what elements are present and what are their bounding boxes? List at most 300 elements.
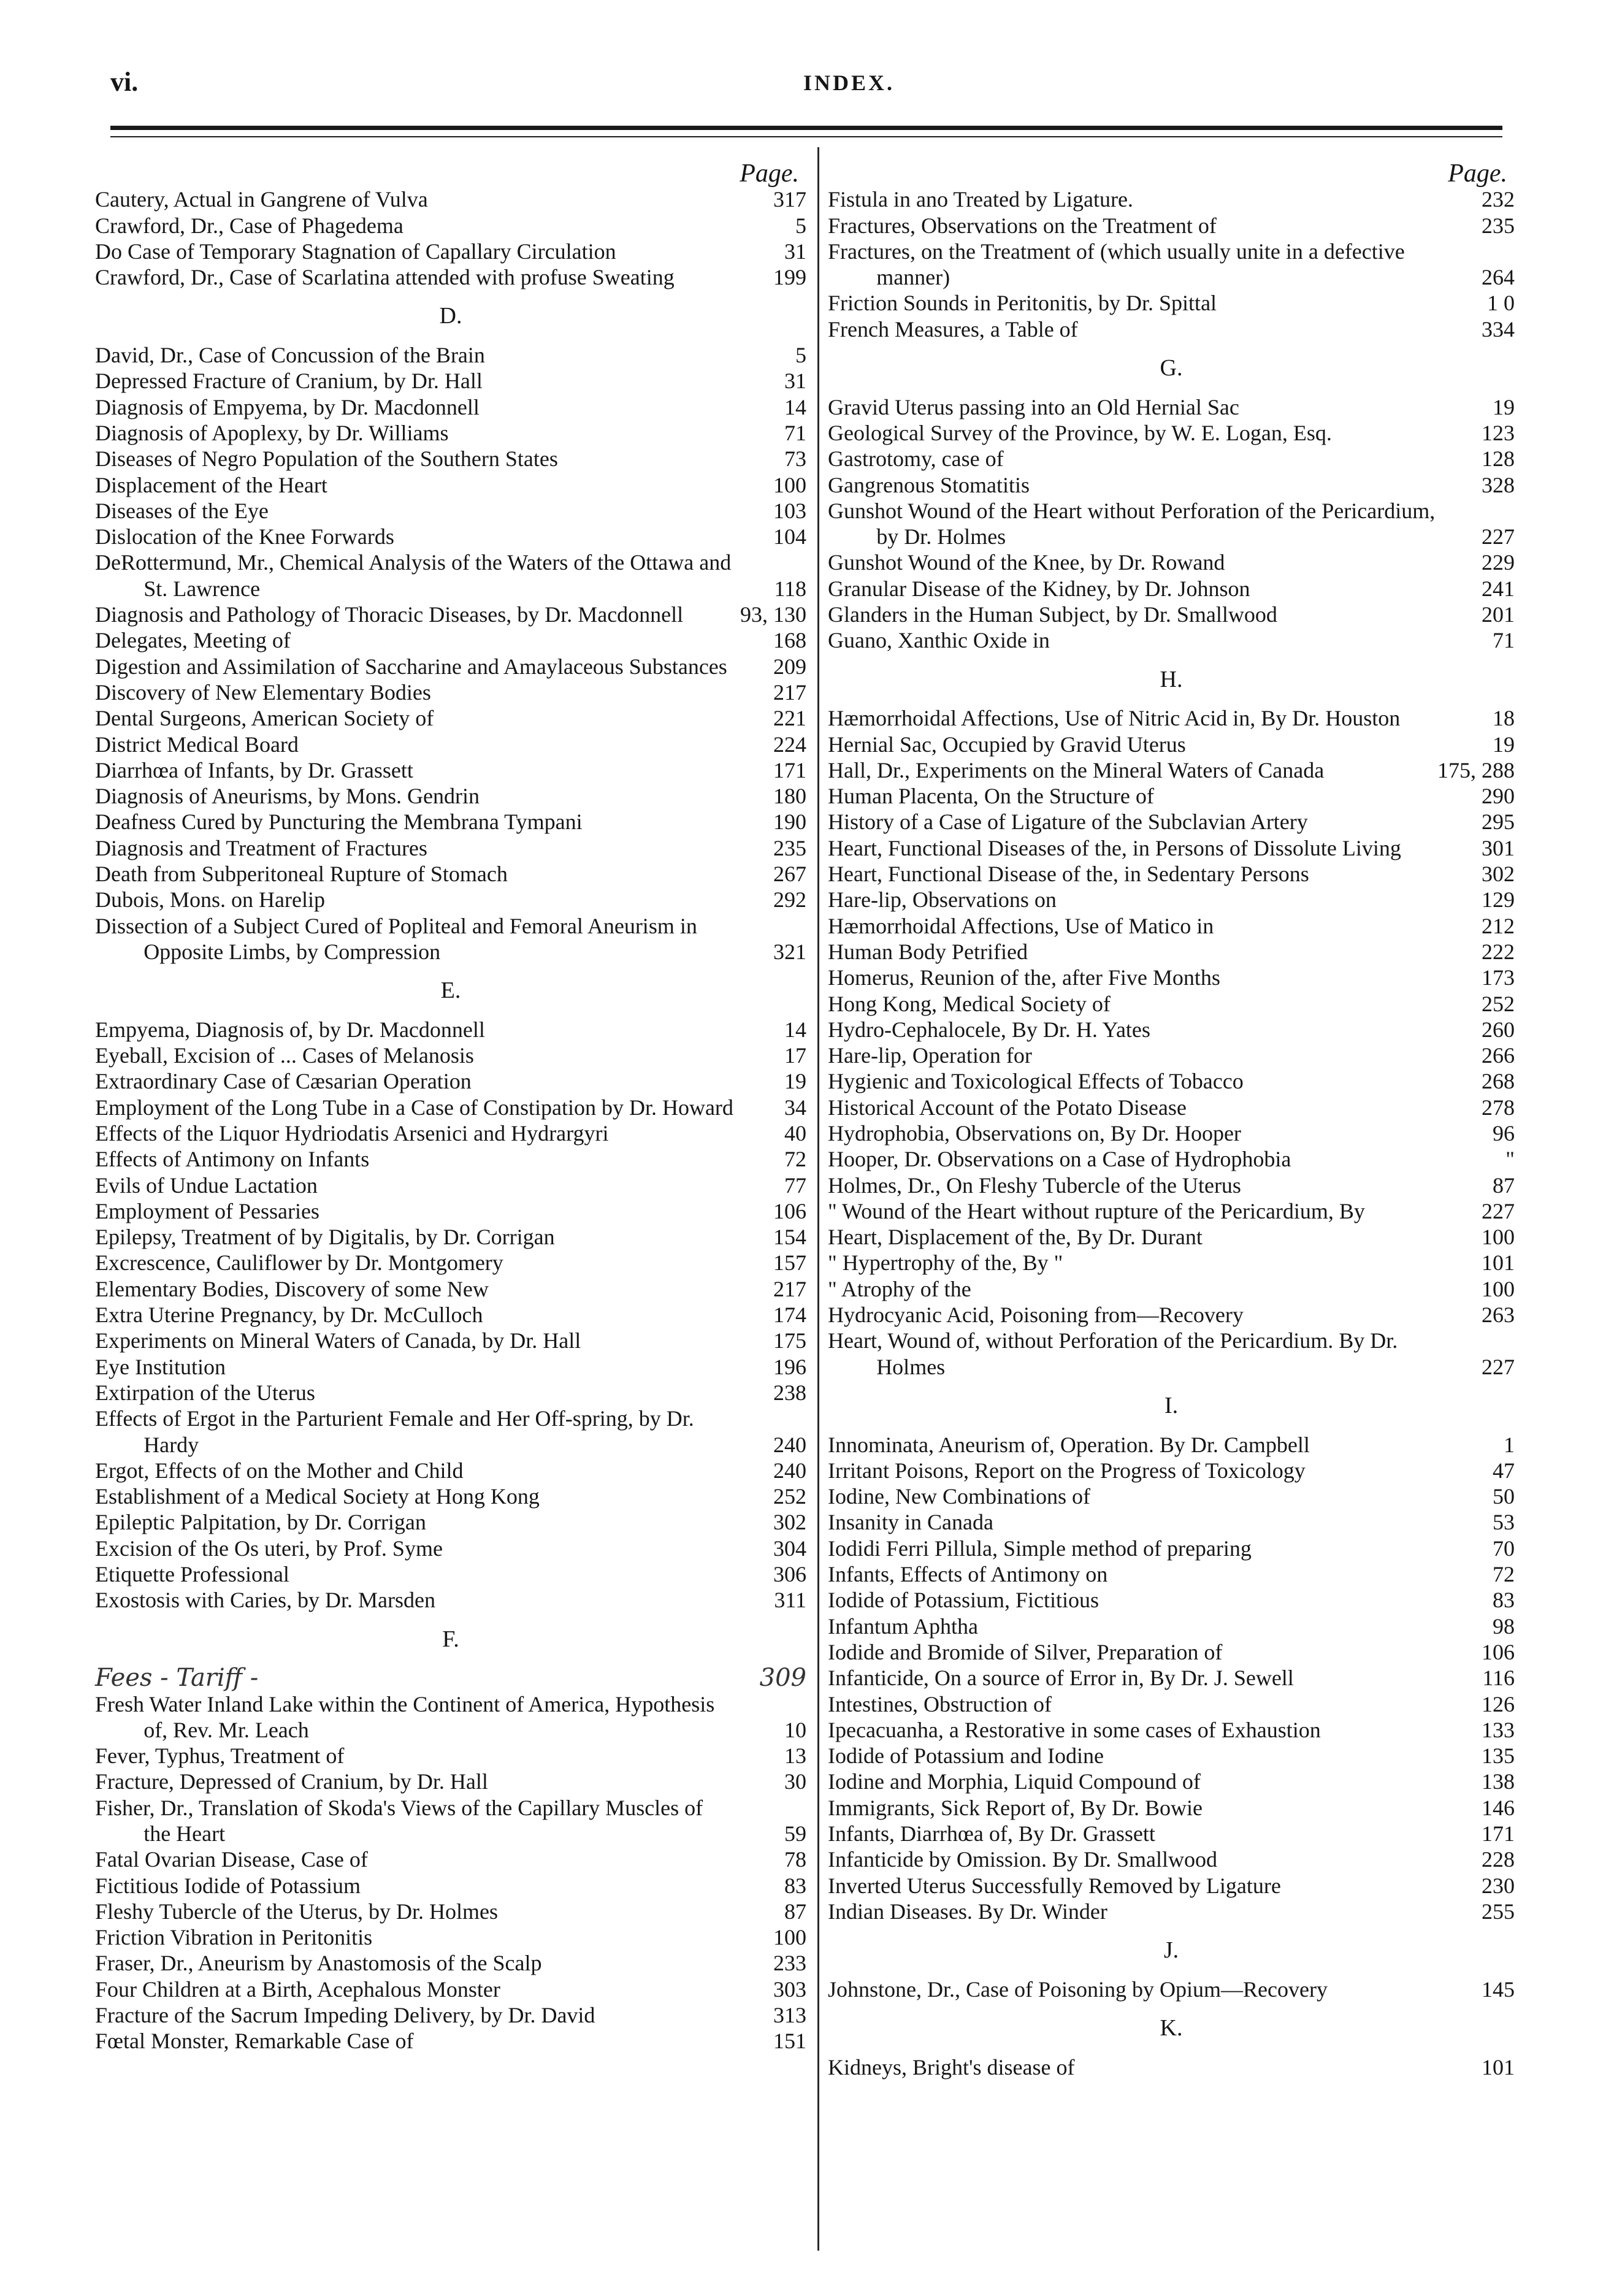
entry-page-number: 227 (1482, 524, 1515, 549)
entry-title: Effects of Antimony on Infants (95, 1147, 370, 1172)
index-entry (828, 1146, 1515, 1172)
entry-page-number: 317 (773, 187, 806, 212)
entry-title: DeRottermund, Mr., Chemical Analysis of the Waters of the Ottawa and St. Lawrence (95, 550, 732, 601)
entry-title: Deafness Cured by Puncturing the Membrana Tympani (95, 809, 583, 835)
entry-page-number: 59 (784, 1821, 806, 1846)
entry-title: Iodine and Morphia, Liquid Compound of (828, 1769, 1201, 1794)
index-entry (828, 783, 1515, 809)
entry-page-number: 106 (773, 1198, 806, 1223)
entry-title: Epileptic Palpitation, by Dr. Corrigan (95, 1510, 426, 1535)
entry-page-number: 290 (1482, 784, 1515, 809)
section-letter: H. (1160, 666, 1183, 692)
index-entry (95, 1224, 806, 1250)
entry-title: Extraordinary Case of Cæsarian Operation (95, 1069, 472, 1094)
entry-page-number: 19 (1493, 394, 1515, 419)
entry-title: Gunshot Wound of the Heart without Perforation of the Pericardium, by Dr. Holmes (828, 498, 1436, 549)
entry-title: Ergot, Effects of on the Mother and Child (95, 1458, 464, 1483)
entry-title: Diagnosis and Pathology of Thoracic Diseases, by Dr. Macdonnell (95, 602, 684, 627)
entry-page-number: 96 (1493, 1120, 1515, 1146)
entry-title: Intestines, Obstruction of (828, 1691, 1052, 1716)
entry-page-number: 302 (773, 1510, 806, 1535)
entry-page-number: 240 (773, 1458, 806, 1483)
index-entry (95, 264, 806, 290)
index-entry (95, 239, 806, 264)
index-entry (95, 1950, 806, 1976)
entry-page-number: 47 (1493, 1458, 1515, 1483)
entry-page-number: 123 (1482, 420, 1515, 445)
entry-title: Exostosis with Caries, by Dr. Marsden (95, 1588, 435, 1613)
entry-title: Iodide and Bromide of Silver, Preparation of (828, 1639, 1223, 1664)
index-entry (828, 420, 1515, 446)
index-entry (95, 1017, 806, 1043)
entry-title: Irritant Poisons, Report on the Progress of Toxicology (828, 1458, 1306, 1483)
index-entry (95, 1095, 806, 1120)
page-column-label: Page. (740, 159, 799, 188)
entry-page-number: 129 (1482, 887, 1515, 913)
index-entry (95, 472, 806, 498)
entry-title: Diarrhœa of Infants, by Dr. Grassett (95, 757, 413, 783)
index-entry (95, 1536, 806, 1561)
index-entry (828, 1846, 1515, 1872)
entry-page-number: 14 (784, 1017, 806, 1042)
index-entry (95, 1406, 806, 1458)
entry-title: Eyeball, Excision of ... Cases of Melanosis (95, 1043, 474, 1068)
index-entry (828, 394, 1515, 420)
entry-page-number: 77 (784, 1173, 806, 1198)
entry-page-number: 18 (1493, 706, 1515, 731)
index-entry (95, 186, 806, 212)
entry-page-number: 31 (784, 369, 806, 394)
entry-page-number: 98 (1493, 1613, 1515, 1639)
index-entry (828, 732, 1515, 757)
entry-title: Hernial Sac, Occupied by Gravid Uterus (828, 732, 1186, 757)
entry-title: Excrescence, Cauliflower by Dr. Montgomery (95, 1250, 503, 1276)
entry-page-number: 126 (1482, 1691, 1515, 1716)
index-entry (828, 939, 1515, 965)
entry-title: Crawford, Dr., Case of Scarlatina attended with profuse Sweating (95, 265, 675, 290)
index-entry (95, 1561, 806, 1587)
entry-title: Infants, Diarrhœa of, By Dr. Grassett (828, 1821, 1155, 1846)
entry-title: Heart, Wound of, without Perforation of the Pericardium. By Dr. Holmes (828, 1328, 1398, 1379)
index-entry (95, 1769, 806, 1794)
entry-title: Heart, Functional Diseases of the, in Persons of Dissolute Living (828, 835, 1401, 860)
entry-page-number: 217 (773, 1276, 806, 1301)
entry-title: Heart, Functional Disease of the, in Sedentary Persons (828, 862, 1309, 887)
index-entry (95, 1198, 806, 1224)
entry-title: Hydrocyanic Acid, Poisoning from—Recovery (828, 1303, 1244, 1328)
index-entry (828, 1276, 1515, 1302)
handwritten-note: Fees - Tariff - (95, 1664, 259, 1693)
entry-title: Heart, Displacement of the, By Dr. Durant (828, 1225, 1203, 1250)
entry-title: Ipecacuanha, a Restorative in some cases of Exhaustion (828, 1717, 1321, 1742)
entry-page-number: 146 (1482, 1795, 1515, 1820)
index-entry (95, 1976, 806, 2002)
header-rule-thick (110, 126, 1502, 130)
entry-title: Fracture, Depressed of Cranium, by Dr. Hall (95, 1769, 488, 1794)
index-entry (95, 1483, 806, 1509)
entry-page-number: 233 (773, 1951, 806, 1976)
index-entry (828, 1043, 1515, 1068)
entry-title: Fraser, Dr., Aneurism by Anastomosis of the Scalp (95, 1951, 542, 1976)
entry-page-number: 1 (1504, 1432, 1515, 1457)
index-entry (95, 368, 806, 394)
entry-page-number: " (1505, 1147, 1515, 1172)
entry-page-number: 309 (759, 1664, 806, 1693)
index-entry (828, 1458, 1515, 1483)
index-entry (828, 1769, 1515, 1794)
entry-page-number: 71 (1493, 628, 1515, 653)
index-entry (828, 2054, 1515, 2080)
entry-page-number: 50 (1493, 1484, 1515, 1509)
entry-page-number: 31 (784, 239, 806, 264)
entry-title: Discovery of New Elementary Bodies (95, 679, 431, 705)
index-entry (95, 1587, 806, 1613)
index-entry (95, 757, 806, 783)
entry-title: Fresh Water Inland Lake within the Continent of America, Hypothesis of, Rev. Mr. Leach (95, 1691, 715, 1742)
entry-title: Evils of Undue Lactation (95, 1173, 318, 1198)
index-entry (828, 1250, 1515, 1276)
entry-page-number: 53 (1493, 1510, 1515, 1535)
entry-page-number: 70 (1493, 1536, 1515, 1561)
index-entry (828, 757, 1515, 783)
entry-page-number: 175, 288 (1437, 757, 1515, 783)
entry-title: Infantum Aphtha (828, 1613, 978, 1639)
index-entry (828, 1691, 1515, 1717)
entry-title: Indian Diseases. By Dr. Winder (828, 1899, 1107, 1924)
entry-page-number: 306 (773, 1562, 806, 1587)
entry-page-number: 311 (774, 1588, 806, 1613)
index-entry (828, 186, 1515, 212)
index-entry (95, 602, 806, 627)
entry-page-number: 138 (1482, 1769, 1515, 1794)
entry-page-number: 1 0 (1487, 291, 1515, 316)
entry-title: Human Body Petrified (828, 939, 1028, 964)
index-entry (828, 1068, 1515, 1094)
entry-page-number: 100 (1482, 1276, 1515, 1301)
index-entry (95, 887, 806, 913)
entry-page-number: 71 (784, 420, 806, 445)
entry-page-number: 157 (773, 1250, 806, 1276)
section-letter: F. (442, 1626, 459, 1652)
entry-page-number: 224 (773, 732, 806, 757)
index-entry (95, 342, 806, 368)
entry-page-number: 73 (784, 446, 806, 472)
entry-page-number: 128 (1482, 446, 1515, 472)
entry-page-number: 10 (784, 1717, 806, 1742)
index-entry (95, 2028, 806, 2054)
right-column (828, 161, 1515, 2080)
index-entry (95, 2002, 806, 2028)
entry-title: Hare-lip, Observations on (828, 887, 1057, 913)
entry-page-number: 235 (773, 835, 806, 860)
header-rule-thin (110, 136, 1502, 137)
index-entry (95, 1276, 806, 1302)
index-entry (828, 965, 1515, 990)
entry-title: Innominata, Aneurism of, Operation. By Dr. Campbell (828, 1432, 1310, 1457)
entry-title: Iodidi Ferri Pillula, Simple method of preparing (828, 1536, 1252, 1561)
entry-page-number: 313 (773, 2003, 806, 2028)
index-entry (828, 1976, 1515, 2002)
entry-title: Diseases of Negro Population of the Southern States (95, 446, 558, 472)
page-header (0, 66, 1614, 103)
entry-page-number: 171 (773, 757, 806, 783)
index-entry (95, 1665, 806, 1691)
index-entry (828, 809, 1515, 835)
entry-page-number: 72 (1493, 1562, 1515, 1587)
index-entry (95, 1354, 806, 1380)
entry-page-number: 255 (1482, 1899, 1515, 1924)
page-column-label: Page. (1448, 159, 1507, 188)
entry-page-number: 303 (773, 1976, 806, 2002)
entry-title: History of a Case of Ligature of the Subclavian Artery (828, 809, 1308, 835)
entry-page-number: 168 (773, 628, 806, 653)
entry-title: Cautery, Actual in Gangrene of Vulva (95, 187, 428, 212)
running-head: INDEX. (803, 71, 895, 95)
index-entry (828, 1173, 1515, 1198)
entry-title: Glanders in the Human Subject, by Dr. Smallwood (828, 602, 1277, 627)
entry-title: Employment of Pessaries (95, 1198, 319, 1223)
index-entry (828, 887, 1515, 913)
entry-title: Death from Subperitoneal Rupture of Stomach (95, 862, 508, 887)
index-entry (828, 239, 1515, 291)
entry-title: Hooper, Dr. Observations on a Case of Hydrophobia (828, 1147, 1291, 1172)
entry-title: Kidneys, Bright's disease of (828, 2054, 1075, 2080)
index-entry (95, 1691, 806, 1743)
index-entry (828, 1795, 1515, 1821)
index-entry (828, 835, 1515, 861)
index-entry (95, 524, 806, 549)
entry-page-number: 190 (773, 809, 806, 835)
index-entry (95, 1120, 806, 1146)
entry-title: Infants, Effects of Antimony on (828, 1562, 1108, 1587)
entry-title: Establishment of a Medical Society at Hong Kong (95, 1484, 540, 1509)
index-entry (95, 1068, 806, 1094)
entry-title: Gunshot Wound of the Knee, by Dr. Rowand (828, 550, 1225, 575)
entry-title: Fractures, Observations on the Treatment of (828, 213, 1217, 238)
index-entry (828, 1120, 1515, 1146)
entry-title: Displacement of the Heart (95, 472, 327, 497)
index-entry (95, 420, 806, 446)
index-entry (95, 446, 806, 472)
index-entry (95, 1146, 806, 1172)
entry-title: Human Placenta, On the Structure of (828, 784, 1154, 809)
entry-page-number: 72 (784, 1147, 806, 1172)
entry-page-number: 264 (1482, 265, 1515, 290)
index-entry (828, 861, 1515, 887)
entry-title: Immigrants, Sick Report of, By Dr. Bowie (828, 1795, 1203, 1820)
entry-page-number: 19 (1493, 732, 1515, 757)
index-entry (95, 1458, 806, 1483)
index-entry (95, 1302, 806, 1328)
entry-page-number: 180 (773, 784, 806, 809)
entry-title: Gangrenous Stomatitis (828, 472, 1030, 497)
index-entry (95, 732, 806, 757)
index-entry (828, 1899, 1515, 1924)
index-entry (828, 1509, 1515, 1535)
entry-title: Guano, Xanthic Oxide in (828, 628, 1050, 653)
entry-page-number: 100 (773, 472, 806, 497)
entry-page-number: 100 (773, 1925, 806, 1950)
index-entry (828, 1665, 1515, 1691)
index-entry (828, 1821, 1515, 1846)
left-column (95, 161, 806, 2054)
entry-page-number: 252 (1482, 991, 1515, 1016)
entry-title: Diseases of the Eye (95, 498, 269, 523)
entry-title: Digestion and Assimilation of Saccharine and Amaylaceous Substances (95, 654, 727, 679)
entry-title: Fœtal Monster, Remarkable Case of (95, 2029, 414, 2054)
entry-title: Diagnosis of Aneurisms, by Mons. Gendrin (95, 784, 480, 809)
entry-title: Infanticide, On a source of Error in, By Dr. J. Sewell (828, 1666, 1294, 1691)
entry-title: Hydro-Cephalocele, By Dr. H. Yates (828, 1017, 1150, 1042)
index-entry (828, 1587, 1515, 1613)
index-entry (828, 213, 1515, 239)
index-entry (828, 549, 1515, 575)
entry-title: Dislocation of the Knee Forwards (95, 524, 394, 549)
index-entry (95, 1250, 806, 1276)
index-entry (95, 394, 806, 420)
entry-title: Elementary Bodies, Discovery of some New (95, 1276, 489, 1301)
entry-title: Extra Uterine Pregnancy, by Dr. McCulloch (95, 1303, 483, 1328)
entry-title: Delegates, Meeting of (95, 628, 291, 653)
entry-title: Fever, Typhus, Treatment of (95, 1743, 345, 1769)
index-entry (828, 1095, 1515, 1120)
entry-page-number: 252 (773, 1484, 806, 1509)
entry-title: Holmes, Dr., On Fleshy Tubercle of the Uterus (828, 1173, 1241, 1198)
entry-page-number: 118 (774, 576, 806, 601)
index-entry (95, 213, 806, 239)
entry-page-number: 103 (773, 498, 806, 523)
entry-page-number: 217 (773, 679, 806, 705)
entry-page-number: 228 (1482, 1847, 1515, 1872)
entry-title: Inverted Uterus Successfully Removed by Ligature (828, 1873, 1281, 1898)
index-entry (828, 1302, 1515, 1328)
entry-page-number: 5 (795, 213, 806, 238)
entry-page-number: 209 (773, 654, 806, 679)
entry-page-number: 321 (773, 939, 806, 964)
entry-title: Iodine, New Combinations of (828, 1484, 1090, 1509)
entry-page-number: 151 (773, 2029, 806, 2054)
index-entry (95, 549, 806, 602)
entry-page-number: 101 (1482, 1250, 1515, 1276)
entry-title: Employment of the Long Tube in a Case of Constipation by Dr. Howard (95, 1095, 733, 1120)
index-entry (95, 1899, 806, 1924)
index-entry (828, 1483, 1515, 1509)
entry-title: Four Children at a Birth, Acephalous Monster (95, 1976, 500, 2002)
entry-title: Gravid Uterus passing into an Old Hernial Sac (828, 394, 1239, 419)
entry-page-number: 93, 130 (740, 602, 806, 627)
entry-page-number: 175 (773, 1328, 806, 1353)
index-entry (828, 472, 1515, 498)
entry-title: " Hypertrophy of the, By " (828, 1250, 1063, 1276)
entry-page-number: 100 (1482, 1225, 1515, 1250)
entry-title: Do Case of Temporary Stagnation of Capallary Circulation (95, 239, 616, 264)
entry-title: Hæmorrhoidal Affections, Use of Nitric Acid in, By Dr. Houston (828, 706, 1401, 731)
entry-title: Experiments on Mineral Waters of Canada, by Dr. Hall (95, 1328, 581, 1353)
entry-title: Fistula in ano Treated by Ligature. (828, 187, 1133, 212)
index-entry (95, 654, 806, 679)
entry-page-number: 229 (1482, 550, 1515, 575)
entry-page-number: 5 (795, 343, 806, 368)
index-entry (95, 1924, 806, 1950)
entry-title: Gastrotomy, case of (828, 446, 1004, 472)
entry-title: Depressed Fracture of Cranium, by Dr. Hall (95, 369, 483, 394)
index-entry (95, 705, 806, 731)
index-entry (828, 627, 1515, 653)
index-entry (828, 913, 1515, 939)
entry-page-number: 87 (1493, 1173, 1515, 1198)
entry-page-number: 34 (784, 1095, 806, 1120)
entry-title: Etiquette Professional (95, 1562, 289, 1587)
index-entry (828, 1561, 1515, 1587)
entry-title: Fractures, on the Treatment of (which usually unite in a defective manner) (828, 239, 1405, 290)
entry-page-number: 14 (784, 394, 806, 419)
entry-title: Extirpation of the Uterus (95, 1380, 315, 1405)
index-entry (95, 1043, 806, 1068)
entry-page-number: 196 (773, 1354, 806, 1379)
entry-page-number: 78 (784, 1847, 806, 1872)
entry-title: Diagnosis of Empyema, by Dr. Macdonnell (95, 394, 480, 419)
entry-page-number: 199 (773, 265, 806, 290)
entry-title: Granular Disease of the Kidney, by Dr. Johnson (828, 576, 1250, 601)
index-entry (828, 498, 1515, 550)
index-entry (95, 1380, 806, 1406)
page-number: vi. (110, 67, 139, 97)
entry-page-number: 278 (1482, 1095, 1515, 1120)
entry-page-number: 227 (1482, 1354, 1515, 1379)
entry-title: Diagnosis and Treatment of Fractures (95, 835, 427, 860)
entry-title: French Measures, a Table of (828, 316, 1078, 342)
index-entry (95, 783, 806, 809)
index-entry (95, 1873, 806, 1899)
index-entry (95, 1509, 806, 1535)
index-entry (95, 1173, 806, 1198)
index-entry (828, 290, 1515, 316)
entry-page-number: 222 (1482, 939, 1515, 964)
column-divider (817, 147, 819, 2251)
entry-page-number: 304 (773, 1536, 806, 1561)
index-entry (95, 809, 806, 835)
entry-page-number: 173 (1482, 965, 1515, 990)
entry-title: Effects of Ergot in the Parturient Female and Her Off-spring, by Dr. Hardy (95, 1406, 694, 1457)
entry-title: District Medical Board (95, 732, 299, 757)
entry-page-number: 133 (1482, 1717, 1515, 1742)
entry-page-number: 235 (1482, 213, 1515, 238)
entry-title: Friction Vibration in Peritonitis (95, 1925, 373, 1950)
entry-title: Johnstone, Dr., Case of Poisoning by Opium—Recovery (828, 1976, 1328, 2002)
entry-title: Epilepsy, Treatment of by Digitalis, by Dr. Corrigan (95, 1225, 555, 1250)
index-entry (95, 627, 806, 653)
index-entry (828, 446, 1515, 472)
section-letter: K. (1160, 2015, 1183, 2042)
entry-page-number: 116 (1482, 1666, 1515, 1691)
entry-page-number: 154 (773, 1225, 806, 1250)
index-entry (95, 1743, 806, 1769)
index-entry (828, 991, 1515, 1017)
entry-page-number: 328 (1482, 472, 1515, 497)
entry-page-number: 212 (1482, 913, 1515, 938)
entry-page-number: 174 (773, 1303, 806, 1328)
section-letter: E. (440, 978, 461, 1004)
entry-title: Hæmorrhoidal Affections, Use of Matico in (828, 913, 1214, 938)
entry-title: Hygienic and Toxicological Effects of Tobacco (828, 1069, 1244, 1094)
entry-page-number: 106 (1482, 1639, 1515, 1664)
entry-page-number: 40 (784, 1120, 806, 1146)
entry-page-number: 268 (1482, 1069, 1515, 1094)
index-entry (828, 1717, 1515, 1743)
entry-title: Dissection of a Subject Cured of Popliteal and Femoral Aneurism in Opposite Limbs, by Compression (95, 913, 697, 964)
entry-title: Hare-lip, Operation for (828, 1043, 1032, 1068)
entry-title: Hall, Dr., Experiments on the Mineral Waters of Canada (828, 757, 1325, 783)
